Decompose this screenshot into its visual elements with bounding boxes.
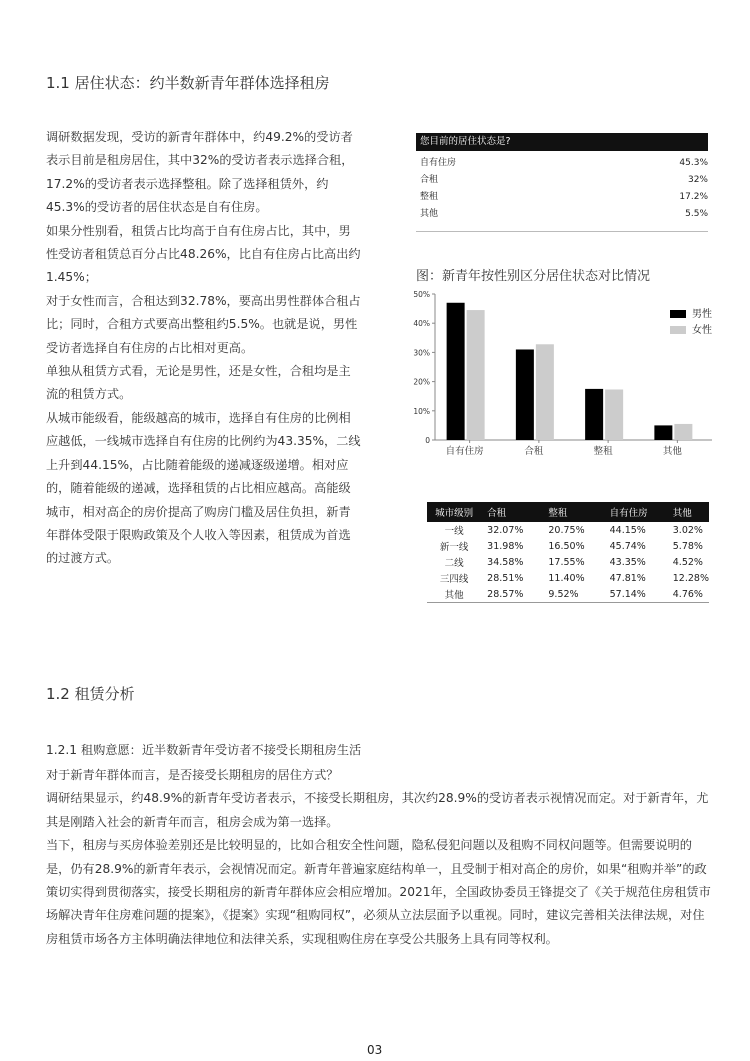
bar-male <box>516 349 534 440</box>
table-cell: 47.81% <box>609 572 646 584</box>
table-cell: 一线 <box>444 526 464 537</box>
table-row <box>416 172 708 189</box>
table-cell: 28.51% <box>487 572 524 584</box>
bar-female <box>605 389 623 440</box>
paragraph: 对于新青年群体而言，是否接受长期租房的居住方式？ <box>46 768 339 782</box>
row-label: 自有住房 <box>420 158 457 168</box>
table-cell: 三四线 <box>439 574 469 585</box>
y-tick-label: 50% <box>413 290 430 299</box>
table-row <box>416 189 708 206</box>
paragraph: 调研数据发现，受访的新青年群体中，约49.2%的受访者表示目前是租房居住，其中32%的受访者表示选择合租，17.2%的受访者表示选择整租。除了选择租赁外，约45.3%的受访者的居住状态是自有住房。 <box>46 130 354 215</box>
x-tick-label: 整租 <box>593 446 613 457</box>
section-1-body <box>46 126 362 571</box>
residence-status-table <box>416 133 708 232</box>
bar-male <box>585 389 603 440</box>
table-cell: 新一线 <box>439 542 469 553</box>
table-row <box>427 570 709 586</box>
table-cell: 5.78% <box>672 540 703 552</box>
section-2-subheading: 1.2.1 租购意愿：近半数新青年受访者不接受长期租房生活 <box>46 743 362 757</box>
row-label: 整租 <box>420 192 439 202</box>
table-cell: 二线 <box>444 558 464 569</box>
table-cell: 16.50% <box>548 540 585 552</box>
y-tick-label: 20% <box>413 377 430 387</box>
table-cell: 34.58% <box>487 556 524 568</box>
x-tick-label: 其他 <box>662 446 682 457</box>
y-tick-label: 0 <box>425 436 430 445</box>
table-cell: 4.76% <box>667 586 709 603</box>
paragraph: 单独从租赁方式看，无论是男性，还是女性，合租均是主流的租赁方式。 <box>46 364 351 402</box>
x-tick-label: 自有住房 <box>445 446 484 457</box>
table-cell: 57.14% <box>604 586 667 603</box>
table-row <box>416 206 708 223</box>
table-cell: 4.52% <box>672 556 703 568</box>
table-cell: 45.74% <box>609 540 646 552</box>
table-cell: 44.15% <box>609 524 646 536</box>
y-tick-label: 40% <box>413 319 430 329</box>
row-value: 17.2% <box>679 192 708 202</box>
row-value: 32% <box>687 175 708 185</box>
legend-swatch <box>670 326 686 334</box>
table-divider <box>416 231 708 232</box>
table-header-row <box>427 502 709 522</box>
table-cell: 11.40% <box>548 572 585 584</box>
table-row <box>427 522 709 538</box>
page-number: 03 <box>367 1043 383 1057</box>
table-cell: 32.07% <box>487 524 524 536</box>
table-question: 您目前的居住状态是? <box>416 133 708 151</box>
paragraph: 从城市能级看，能级越高的城市，选择自有住房的比例相应越低，一线城市选择自有住房的比例约为43.35%，二线上升到44.15%，占比随着能级的递减逐级递增。相对应的，随着能级的递减，选择租赁的占比相应越高。高能级城市，相对高企的房价提高了购房门槛及居住负担，新青年群体受限于限购政策及个人收入等因素，租赁成为首选的过渡方式。 <box>46 410 361 566</box>
bar-female <box>467 310 485 440</box>
bar-female <box>674 424 692 440</box>
paragraph: 当下，租房与买房体验差别还是比较明显的，比如合租安全性问题，隐私侵犯问题以及租购不同权问题等。但需要说明的是，仍有28.9%的新青年表示，会视情况而定。新青年普遍家庭结构单一，且受制于相对高企的房价，如果“租购并举”的政策切实得到贯彻落实，接受长期租房的新青年群体应会相应增加。2021年，全国政协委员王锋提交了《关于规范住房租赁市场解决青年住房难问题的提案》，《提案》实现“租购同权”，必须从立法层面予以重视。同时，建议完善相关法律法规，对住房租赁市场各方主体明确法律地位和法律关系，实现租购住房在享受公共服务上具有同等权利。 <box>46 838 711 946</box>
legend-item-male <box>670 305 712 321</box>
x-tick-label: 合租 <box>524 446 544 457</box>
row-label: 其他 <box>420 209 439 219</box>
legend-label: 女性 <box>692 325 712 336</box>
table-cell: 9.52% <box>542 586 603 603</box>
bar-female <box>536 344 554 440</box>
table-row <box>427 586 709 603</box>
table-cell: 其他 <box>427 586 481 603</box>
table-cell: 20.75% <box>548 524 585 536</box>
table-row <box>427 538 709 554</box>
paragraph: 如果分性别看，租赁占比均高于自有住房占比，其中，男性受访者租赁总百分占比48.26%，比自有住房占比高出约1.45%； <box>46 223 361 285</box>
y-tick-label: 30% <box>413 348 430 358</box>
legend-label: 男性 <box>692 309 712 320</box>
table-cell: 31.98% <box>487 540 524 552</box>
paragraph: 调研结果显示，约48.9%的新青年受访者表示，不接受长期租房，其次约28.9%的受访者表示视情况而定。对于新青年，尤其是刚踏入社会的新青年而言，租房会成为第一选择。 <box>46 791 709 829</box>
y-tick-label: 10% <box>413 406 430 416</box>
table-cell: 12.28% <box>672 572 709 584</box>
city-level-table <box>427 502 709 603</box>
section-heading-1-2: 1.2 租赁分析 <box>46 685 135 703</box>
table-cell: 28.57% <box>481 586 542 603</box>
legend-item-female <box>670 321 712 337</box>
column-header: 合租 <box>481 502 542 522</box>
section-2-body <box>46 764 712 951</box>
table-cell: 3.02% <box>672 524 703 536</box>
table-cell: 43.35% <box>609 556 646 568</box>
column-header: 其他 <box>667 502 709 522</box>
section-heading-1-1: 1.1 居住状态：约半数新青年群体选择租房 <box>46 74 330 92</box>
chart-legend <box>670 305 712 337</box>
table-row <box>427 554 709 570</box>
legend-swatch <box>670 310 686 318</box>
paragraph: 对于女性而言，合租达到32.78%，要高出男性群体合租占比；同时，合租方式要高出整租约5.5%。也就是说，男性受访者选择自有住房的占比相对更高。 <box>46 293 361 355</box>
table-cell: 17.55% <box>548 556 585 568</box>
row-label: 合租 <box>420 175 439 185</box>
column-header: 自有住房 <box>604 502 667 522</box>
column-header: 城市级别 <box>427 502 481 522</box>
column-header: 整租 <box>542 502 603 522</box>
row-value: 5.5% <box>685 209 708 219</box>
row-value: 45.3% <box>679 158 708 168</box>
bar-male <box>654 425 672 440</box>
chart-title: 图：新青年按性别区分居住状态对比情况 <box>416 269 651 284</box>
bar-male <box>447 303 465 440</box>
table-row <box>416 155 708 172</box>
